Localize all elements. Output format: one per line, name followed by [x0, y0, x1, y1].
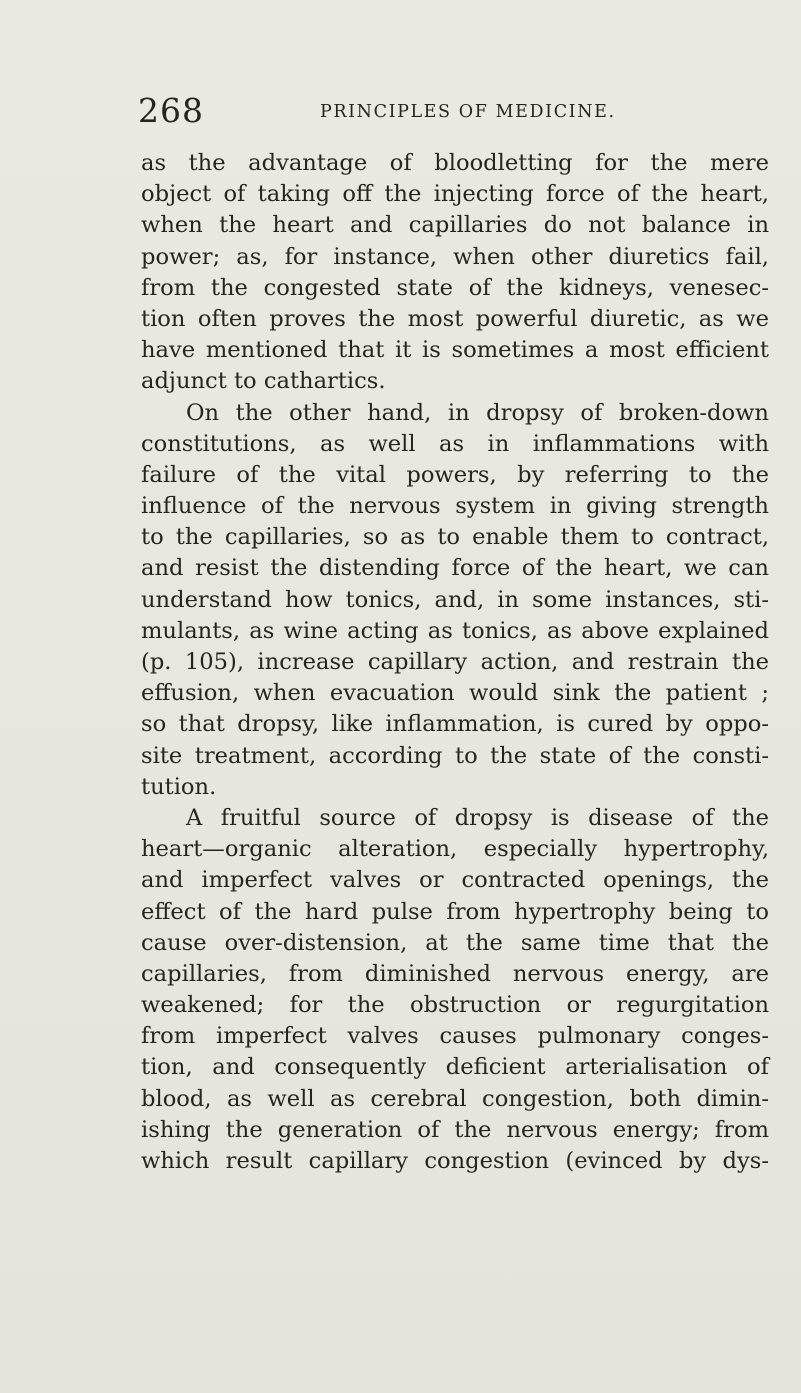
paragraph-3: [141, 803, 769, 1177]
text-line: effect of the hard pulse from hypertrophy being to: [141, 898, 769, 925]
text-line: failure of the vital powers, by referring to the: [141, 461, 769, 488]
text-line: from the congested state of the kidneys, venesec-: [141, 274, 769, 301]
text-line: adjunct to cathartics.: [141, 368, 386, 395]
text-line: so that dropsy, like inflammation, is cured by oppo-: [141, 711, 769, 738]
text-line: when the heart and capillaries do not balance in: [141, 212, 769, 239]
text-line: effusion, when evacuation would sink the patient ;: [141, 680, 769, 707]
text-line: capillaries, from diminished nervous energy, are: [141, 960, 769, 987]
text-line: influence of the nervous system in giving strength: [141, 493, 769, 520]
page-number: 268: [138, 91, 204, 130]
text-line: On the other hand, in dropsy of broken-down: [186, 399, 769, 426]
text-line: and imperfect valves or contracted openings, the: [141, 867, 769, 894]
text-line: cause over-distension, at the same time that the: [141, 929, 769, 956]
body-text: [141, 148, 769, 1177]
text-line: understand how tonics, and, in some instances, sti-: [141, 586, 769, 613]
text-line: heart—organic alteration, especially hypertrophy,: [141, 836, 769, 863]
text-line: which result capillary congestion (evinced by dys-: [141, 1148, 769, 1174]
running-title: PRINCIPLES OF MEDICINE.: [320, 102, 616, 122]
paragraph-2: [141, 398, 769, 803]
text-line: tution.: [141, 773, 217, 800]
text-line: from imperfect valves causes pulmonary conges-: [141, 1023, 769, 1050]
text-line: tion, and consequently deficient arterialisation of: [141, 1054, 769, 1081]
text-line: have mentioned that it is sometimes a most efficient: [141, 337, 769, 364]
text-line: A fruitful source of dropsy is disease of the: [186, 804, 769, 831]
paragraph-1: [141, 148, 769, 398]
text-line: (p. 105), increase capillary action, and restrain the: [141, 649, 769, 675]
text-line: site treatment, according to the state of the consti-: [141, 742, 769, 769]
running-head: [138, 86, 778, 136]
text-line: mulants, as wine acting as tonics, as above explained: [141, 617, 769, 644]
text-line: as the advantage of bloodletting for the mere: [141, 150, 769, 176]
text-line: power; as, for instance, when other diuretics fail,: [141, 243, 769, 270]
text-line: to the capillaries, so as to enable them to contract,: [141, 524, 769, 551]
text-line: object of taking off the injecting force of the heart,: [141, 181, 769, 208]
text-line: weakened; for the obstruction or regurgitation: [141, 992, 769, 1019]
text-line: constitutions, as well as in inflammations with: [141, 430, 769, 457]
text-line: tion often proves the most powerful diuretic, as we: [141, 305, 769, 332]
text-line: ishing the generation of the nervous energy; from: [141, 1116, 769, 1143]
text-line: and resist the distending force of the heart, we can: [141, 555, 769, 582]
text-line: blood, as well as cerebral congestion, both dimin-: [141, 1085, 769, 1112]
